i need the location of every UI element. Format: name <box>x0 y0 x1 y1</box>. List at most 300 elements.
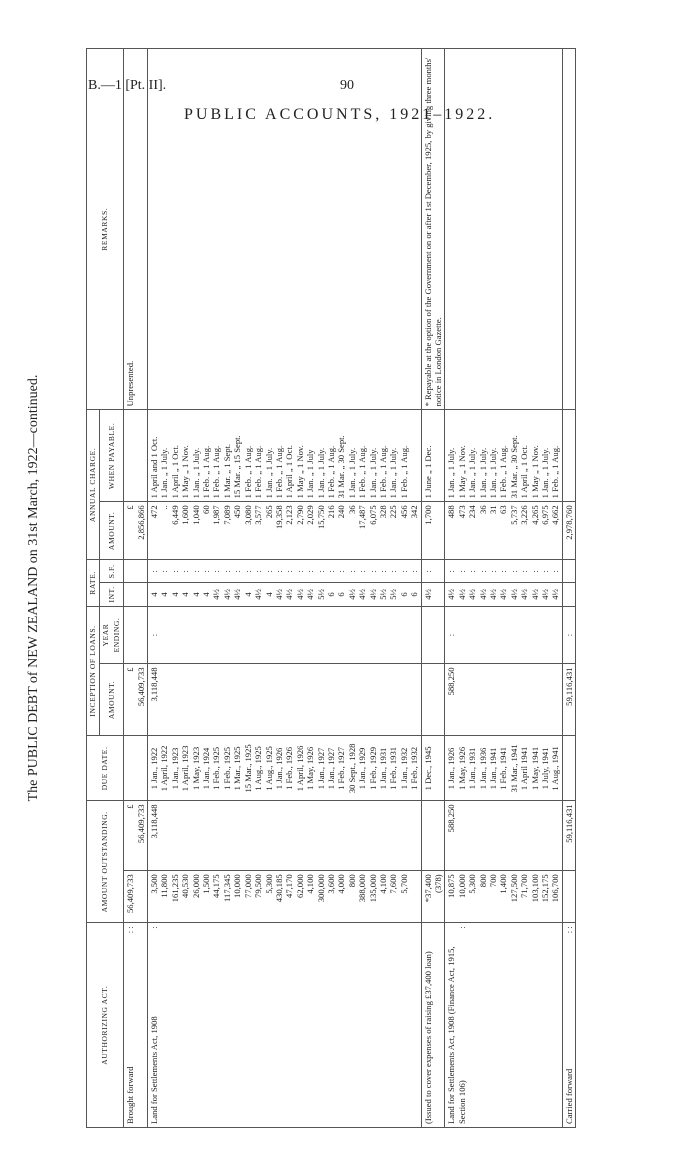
cell-line: 450 <box>232 505 243 519</box>
cell-line: 1 Feb., 1941 <box>498 746 509 790</box>
cell-line: 1 Jan., 1923 <box>169 747 180 790</box>
cell-line: 1 Feb. „ 1 Aug. <box>377 445 388 499</box>
cell-outstanding-items <box>148 871 422 923</box>
cell-line: 2,978,760 <box>563 505 574 540</box>
cell-sinking-fund <box>148 560 422 583</box>
cell-sinking-fund <box>421 560 445 583</box>
table-title: The PUBLIC DEBT of NEW ZEALAND on 31st March, 1922—continued. <box>26 374 41 802</box>
cell-line: 1 Jan., 1941 <box>488 747 499 790</box>
cell-line: : <box>305 570 316 573</box>
cell-outstanding-total <box>124 801 148 871</box>
cell-interest-rates <box>445 583 562 606</box>
cell-line: 1 Jan. „ 1 July. <box>346 447 357 499</box>
cell-when-payable <box>445 410 562 502</box>
cell-line: 1 Aug., 1925 <box>253 746 264 791</box>
cell-line: £ <box>125 804 136 809</box>
cell-line: 36 <box>477 505 488 514</box>
cell-line: 5½ <box>377 589 388 600</box>
cell-line: 6 <box>398 592 409 597</box>
cell-line: 1 May „ 1 Nov. <box>180 445 191 499</box>
cell-line: : <box>242 570 253 573</box>
cell-line: 59,116,431 <box>563 804 574 843</box>
cell-line: 3,226 <box>519 505 530 525</box>
cell-line: 388,000 <box>357 874 368 903</box>
cell-line: 1 Jan., 1926 <box>273 747 284 790</box>
cell-line: 79,500 <box>253 874 264 898</box>
cell-line: 31 <box>488 505 499 514</box>
cell-annual-amounts <box>445 502 562 560</box>
cell-line: 56,409,733 <box>125 874 136 913</box>
cell-line: : <box>540 570 551 573</box>
cell-line: 1 April, 1923 <box>180 745 191 792</box>
cell-line: 1 Jan. „ 1 July. <box>488 447 499 499</box>
cell-line: : <box>336 570 347 573</box>
cell-remarks <box>445 49 562 410</box>
cell-sinking-fund <box>124 560 148 583</box>
cell-line: : <box>508 570 519 573</box>
cell-text: Unpresented. <box>125 360 136 407</box>
cell-line: : <box>488 570 499 573</box>
cell-line: 4½ <box>477 589 488 600</box>
cell-annual-amounts <box>421 502 445 560</box>
cell-line: 1 April „ 1 Oct. <box>169 445 180 499</box>
cell-line: 1 Feb. „ 1 Aug. <box>253 445 264 499</box>
table-row <box>148 49 422 1128</box>
leader-dots: : : <box>125 926 136 934</box>
header-when-payable: WHEN PAYABLE. <box>100 410 124 502</box>
cell-line: 4½ <box>422 589 433 600</box>
header-annual-amount: AMOUNT. <box>100 502 124 560</box>
cell-line: 15 Mar., 1925 <box>242 744 253 793</box>
cell-outstanding-total <box>562 801 575 871</box>
cell-line: 265 <box>263 505 274 519</box>
cell-authorizing-act <box>124 923 148 1128</box>
cell-line: : <box>273 570 284 573</box>
cell-line: 17,487 <box>357 505 368 529</box>
cell-line: 6,449 <box>169 505 180 525</box>
cell-line: 2,029 <box>305 505 316 525</box>
cell-line: : <box>263 570 274 573</box>
header-remarks: REMARKS. <box>87 49 124 410</box>
table-row <box>445 49 562 1128</box>
cell-line: 1 Jan., 1926 <box>446 747 457 790</box>
cell-line: 1 Feb., 1932 <box>409 746 420 790</box>
cell-line: 1 Jan., 1931 <box>377 747 388 790</box>
cell-line: 4 <box>242 592 253 597</box>
cell-line: 456 <box>398 505 409 519</box>
cell-line: 4½ <box>467 589 478 600</box>
leader-dots: : <box>149 926 160 929</box>
cell-line: 1 Mar. „ 1 Sept. <box>221 443 232 499</box>
cell-line: 1 Aug., 1941 <box>550 746 561 791</box>
cell-line: 1 Feb. „ 1 Aug. <box>550 445 561 499</box>
cell-line: 7,089 <box>221 505 232 525</box>
cell-line: : <box>456 570 467 573</box>
cell-annual-amounts <box>562 502 575 560</box>
cell-outstanding-items <box>445 871 562 923</box>
cell-line: 152,175 <box>540 874 551 903</box>
cell-line: 1 Feb., 1927 <box>336 746 347 790</box>
cell-line: 1,040 <box>190 505 201 525</box>
cell-line: 3,118,448 <box>149 804 160 839</box>
cell-line: 1 Jan., 1922 <box>149 747 160 790</box>
cell-line: 1 Jan., 1927 <box>325 747 336 790</box>
cell-line: 4½ <box>305 589 316 600</box>
cell-line: 1 Jan. „ 1 July. <box>190 447 201 499</box>
cell-sinking-fund <box>445 560 562 583</box>
header-rate: RATE. <box>87 560 100 606</box>
cell-line: 4 <box>149 592 160 597</box>
header-due-date: DUE DATE. <box>87 736 124 801</box>
cell-line: : <box>201 570 212 573</box>
cell-text: * Repayable at the option of the Government on or after 1st December, 1925, by giving three months' notice in London Gazette. <box>422 57 443 407</box>
cell-line: 1 Jan. „ 1 July. <box>263 447 274 499</box>
cell-line: 2,790 <box>294 505 305 525</box>
cell-line: (378) <box>433 874 443 893</box>
cell-line: 216 <box>325 505 336 519</box>
cell-line: 240 <box>336 505 347 519</box>
cell-line: 26,000 <box>190 874 201 898</box>
cell-line: 1 May „ 1 Nov. <box>456 445 467 499</box>
cell-line: 1 Feb., 1925 <box>211 746 222 790</box>
header-authorizing-act: AUTHORIZING ACT. <box>87 923 124 1128</box>
cell-line: 800 <box>346 874 357 888</box>
cell-line: 4 <box>159 592 170 597</box>
cell-text: : <box>149 633 160 637</box>
cell-line: 1 Feb. „ 1 Aug. <box>242 445 253 499</box>
cell-line: 1 Feb., 1925 <box>221 746 232 790</box>
cell-line: 4½ <box>346 589 357 600</box>
cell-line: 4½ <box>273 589 284 600</box>
cell-line: 4½ <box>221 589 232 600</box>
cell-line: : <box>519 570 530 573</box>
cell-line: 127,500 <box>508 874 519 903</box>
cell-line: 1 May, 1941 <box>529 746 540 790</box>
cell-line: 1 Jan. „ 1 July. <box>388 447 399 499</box>
cell-when-payable <box>562 410 575 502</box>
cell-line: 4 <box>180 592 191 597</box>
cell-line: 1 May „ 1 Nov. <box>529 445 540 499</box>
cell-authorizing-act <box>562 923 575 1128</box>
cell-line: 1 Feb., 1929 <box>367 746 378 790</box>
cell-line: 1 Jan. „ 1 July. <box>159 447 170 499</box>
cell-line: 1 Dec., 1945 <box>422 746 433 791</box>
cell-line: 328 <box>377 505 388 519</box>
cell-line: 1 Jan. „ 1 July. <box>315 447 326 499</box>
cell-year-ending <box>148 606 422 664</box>
cell-line: 56,409,733 <box>135 667 146 707</box>
cell-line: 300,000 <box>315 874 326 903</box>
cell-outstanding-items <box>124 871 148 923</box>
cell-line: : <box>180 570 191 573</box>
cell-interest-rates <box>421 583 445 606</box>
cell-line: *37,400 <box>422 874 433 903</box>
cell-line: 1 April, 1926 <box>294 745 305 792</box>
cell-year-ending <box>421 606 445 664</box>
cell-line: 1 Feb. „ 1 Aug. <box>201 445 212 499</box>
cell-line: 4,100 <box>305 874 316 894</box>
cell-line: .. <box>159 505 170 510</box>
cell-due-dates <box>445 736 562 801</box>
cell-line: 5,700 <box>398 874 409 894</box>
cell-line: 31 Mar., 1941 <box>508 744 519 793</box>
cell-line: 4½ <box>529 589 540 600</box>
cell-line: 1 June „ 1 Dec. <box>422 445 433 499</box>
cell-line: 1 May, 1923 <box>190 746 201 790</box>
cell-line: : <box>346 570 357 573</box>
cell-line: : <box>550 570 561 573</box>
cell-line: 1,400 <box>498 874 509 894</box>
cell-sinking-fund <box>562 560 575 583</box>
cell-line: 800 <box>477 874 488 888</box>
cell-line: 6 <box>409 592 420 597</box>
cell-line: : <box>169 570 180 573</box>
cell-line: 4½ <box>550 589 561 600</box>
cell-text: : <box>446 633 457 637</box>
table-row <box>124 49 148 1128</box>
page-number: 90 <box>340 78 354 93</box>
cell-line: 1 Jan. „ 1 July. <box>477 447 488 499</box>
header-sf: S.F. <box>100 560 124 583</box>
cell-line: 1 Jan., 1936 <box>477 747 488 790</box>
cell-line: 4 <box>263 592 274 597</box>
cell-line: 71,700 <box>519 874 530 898</box>
header-inception-amount: AMOUNT. <box>100 664 124 736</box>
cell-line: : <box>377 570 388 573</box>
cell-line: 588,250 <box>446 804 457 833</box>
cell-line: 473 <box>456 505 467 519</box>
cell-line: : <box>357 570 368 573</box>
report-subtitle: PUBLIC ACCOUNTS, 1921–1922. <box>184 106 496 123</box>
header-int: INT. <box>100 583 124 606</box>
cell-line: : <box>221 570 232 573</box>
cell-line: : <box>367 570 378 573</box>
cell-line: 3,080 <box>242 505 253 525</box>
cell-line: 1 Feb. „ 1 Aug. <box>498 445 509 499</box>
cell-line: 4,662 <box>550 505 561 525</box>
cell-line: 56,409,733 <box>135 804 146 844</box>
cell-line: 1,987 <box>211 505 222 525</box>
cell-line: 2,856,866 <box>135 505 146 540</box>
header-amount-outstanding: AMOUNT OUTSTANDING. <box>87 801 124 923</box>
cell-line: 1 Feb. „ 1 Aug. <box>325 445 336 499</box>
cell-line: 59,116,431 <box>563 667 574 706</box>
cell-line: 4,265 <box>529 505 540 525</box>
cell-outstanding-items <box>421 871 445 923</box>
cell-line: 117,345 <box>221 874 232 902</box>
cell-annual-amounts <box>124 502 148 560</box>
cell-line: 4½ <box>284 589 295 600</box>
cell-line: 5½ <box>315 589 326 600</box>
cell-due-dates <box>421 736 445 801</box>
cell-line: 488 <box>446 505 457 519</box>
cell-line: 6,975 <box>540 505 551 525</box>
cell-line: 225 <box>388 505 399 519</box>
cell-line: : <box>159 570 170 573</box>
cell-line: 4½ <box>446 589 457 600</box>
cell-line: : <box>446 570 457 573</box>
cell-line: 1 April 1941 <box>519 746 530 791</box>
cell-authorizing-act <box>148 923 422 1128</box>
cell-remarks <box>148 49 422 410</box>
cell-line: : <box>467 570 478 573</box>
header-annual-charge: ANNUAL CHARGE. <box>87 410 100 560</box>
cell-line: 3,500 <box>149 874 160 894</box>
cell-text: Land for Settlements Act, 1908 <box>149 1016 160 1124</box>
cell-line: 7,600 <box>388 874 399 894</box>
cell-line: : <box>211 570 222 573</box>
cell-line: 588,250 <box>446 667 457 696</box>
cell-line: 1 May „ 1 Nov. <box>294 445 305 499</box>
cell-line: 1 Feb. „ 1 Aug. <box>357 445 368 499</box>
cell-line: 36 <box>346 505 357 514</box>
cell-text: (Issued to cover expenses of raising £37,400 loan) <box>422 951 433 1124</box>
cell-line: 700 <box>488 874 499 888</box>
header-inception-of-loans: INCEPTION OF LOANS. <box>87 606 100 736</box>
cell-line: 31 Mar. „ 30 Sept. <box>508 435 519 499</box>
cell-line: 1 Jan. „ 1 July. <box>367 447 378 499</box>
rotated-table-sheet <box>26 48 626 1128</box>
cell-line: : <box>294 570 305 573</box>
cell-year-ending <box>124 606 148 664</box>
cell-line: 4½ <box>456 589 467 600</box>
cell-line: 10,000 <box>456 874 467 898</box>
leader-dots: : <box>456 926 467 929</box>
cell-line: 4½ <box>540 589 551 600</box>
cell-line: 5,737 <box>508 505 519 525</box>
cell-line: 4 <box>190 592 201 597</box>
cell-authorizing-act <box>445 923 562 1128</box>
cell-line: 161,235 <box>169 874 180 903</box>
cell-line: 4½ <box>519 589 530 600</box>
cell-due-dates <box>562 736 575 801</box>
cell-line: 1 Feb. „ 1 Aug. <box>211 445 222 499</box>
cell-interest-rates <box>562 583 575 606</box>
cell-line: 1,600 <box>180 505 191 525</box>
header-year-ending: YEAR ENDING. <box>100 606 124 664</box>
cell-line: : <box>284 570 295 573</box>
cell-line: 4½ <box>232 589 243 600</box>
cell-line: 4½ <box>367 589 378 600</box>
cell-line: : <box>388 570 399 573</box>
cell-line: : <box>477 570 488 573</box>
cell-line: 60 <box>201 505 212 514</box>
cell-outstanding-items <box>562 871 575 923</box>
cell-line: 4 <box>169 592 180 597</box>
cell-line: : <box>315 570 326 573</box>
cell-year-ending <box>445 606 562 664</box>
table-body <box>124 49 576 1128</box>
cell-remarks <box>562 49 575 410</box>
cell-due-dates <box>148 736 422 801</box>
cell-line: 31 Mar. „ 30 Sept. <box>336 435 347 499</box>
cell-line: 15,750 <box>315 505 326 529</box>
cell-line: 1 Jan. „ 1 July <box>305 449 316 499</box>
cell-line: 4,000 <box>336 874 347 894</box>
cell-line: 1 July, 1941 <box>540 747 551 790</box>
cell-outstanding-total <box>148 801 422 871</box>
cell-line: 4½ <box>508 589 519 600</box>
cell-line: 4 <box>201 592 212 597</box>
cell-due-dates <box>124 736 148 801</box>
cell-inception-amount <box>445 664 562 736</box>
cell-line: 1 May, 1926 <box>456 746 467 790</box>
cell-line: 19,358 <box>273 505 284 529</box>
cell-line: 1,500 <box>201 874 212 894</box>
cell-line: 1 Jan., 1932 <box>398 747 409 790</box>
cell-line: : <box>325 570 336 573</box>
cell-line: : <box>529 570 540 573</box>
cell-line: 4½ <box>498 589 509 600</box>
cell-when-payable <box>421 410 445 502</box>
cell-line: 3,600 <box>325 874 336 894</box>
cell-line: 4½ <box>211 589 222 600</box>
cell-line: 1 Feb., 1926 <box>284 746 295 790</box>
cell-line: £ <box>125 505 136 510</box>
cell-line: 1 Feb. „ 1 Aug. <box>273 445 284 499</box>
cell-line: 1 Feb., 1931 <box>388 746 399 790</box>
cell-line: 1 April, 1922 <box>159 745 170 792</box>
cell-line: 1 April „ 1 Oct. <box>519 445 530 499</box>
cell-line: 430,185 <box>273 874 284 903</box>
cell-line: 62,000 <box>294 874 305 898</box>
cell-line: 1 Jan. „ 1 July. <box>467 447 478 499</box>
cell-line: 4,100 <box>377 874 388 894</box>
cell-line: : <box>190 570 201 573</box>
cell-line: 1 Feb. „ 1 Aug. <box>398 445 409 499</box>
cell-line: 106,700 <box>550 874 561 903</box>
cell-inception-amount <box>562 664 575 736</box>
cell-line: 44,175 <box>211 874 222 898</box>
cell-inception-amount <box>421 664 445 736</box>
cell-line: 6 <box>325 592 336 597</box>
cell-line: 40,530 <box>180 874 191 898</box>
cell-line: 63 <box>498 505 509 514</box>
cell-interest-rates <box>148 583 422 606</box>
cell-when-payable <box>148 410 422 502</box>
cell-line: 15 Mar. „ 15 Sept. <box>232 435 243 499</box>
cell-text: Brought forward <box>125 1066 136 1124</box>
cell-line: 342 <box>409 505 420 519</box>
cell-line: 5,300 <box>263 874 274 894</box>
cell-line: : <box>232 570 243 573</box>
cell-line: 3,577 <box>253 505 264 525</box>
cell-interest-rates <box>124 583 148 606</box>
cell-line: 5,300 <box>467 874 478 894</box>
cell-line: 1 May, 1926 <box>305 746 316 790</box>
cell-line: 1,700 <box>422 505 433 525</box>
cell-line: 1 Jan., 1924 <box>201 747 212 790</box>
cell-inception-amount <box>124 664 148 736</box>
cell-line: : <box>498 570 509 573</box>
cell-line: 30 Sept., 1928 <box>346 743 357 794</box>
cell-annual-amounts <box>148 502 422 560</box>
cell-line: 3,118,448 <box>149 667 160 702</box>
cell-line: : <box>422 570 433 573</box>
cell-line: 103,100 <box>529 874 540 903</box>
cell-remarks <box>124 49 148 410</box>
cell-year-ending <box>562 606 575 664</box>
cell-line: 47,170 <box>284 874 295 898</box>
cell-line: 472 <box>149 505 160 519</box>
cell-line: 1 Aug., 1925 <box>263 746 274 791</box>
cell-outstanding-total <box>445 801 562 871</box>
cell-line: 4½ <box>294 589 305 600</box>
cell-text: Land for Settlements Act, 1908 (Finance Act, 1915, Section 106) <box>446 946 467 1124</box>
cell-line: 10,875 <box>446 874 457 898</box>
cell-line: 10,000 <box>232 874 243 898</box>
cell-text: : <box>563 633 574 637</box>
